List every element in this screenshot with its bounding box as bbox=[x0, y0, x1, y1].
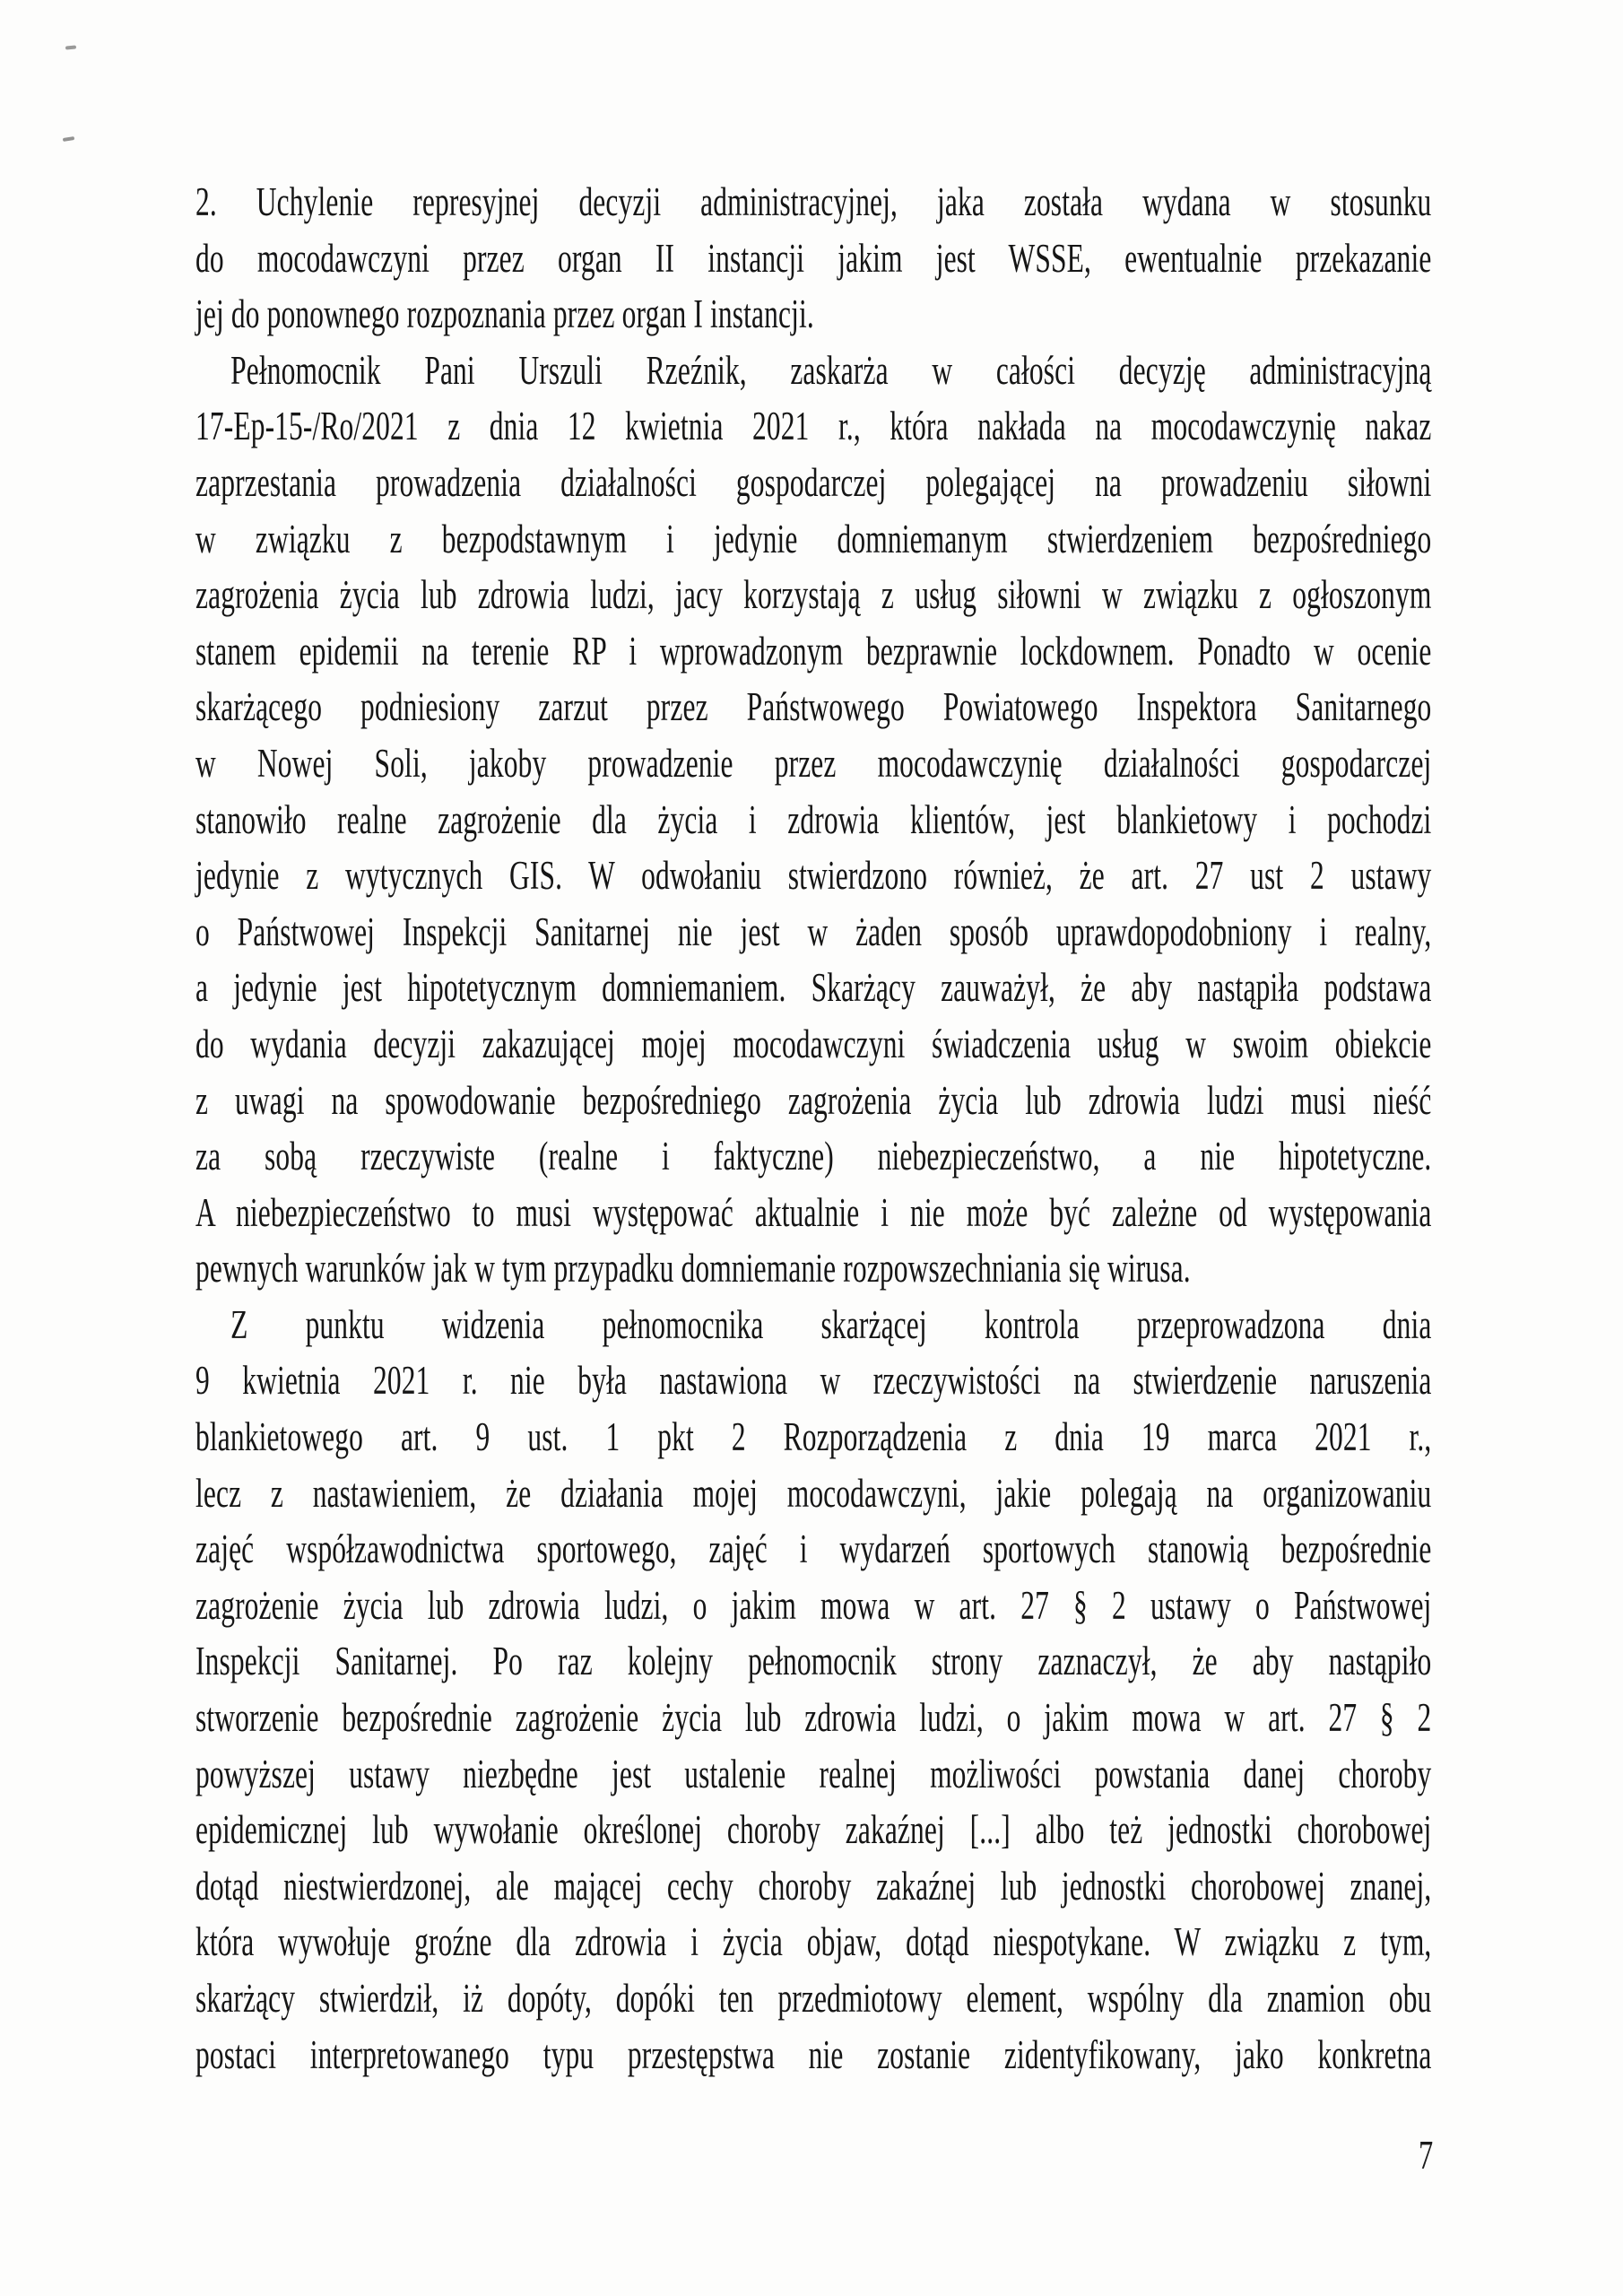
text-line: 9 kwietnia 2021 r. nie była nastawiona w rzeczywistości na stwierdzenie naruszenia bbox=[195, 1358, 1432, 1404]
text-line: dotąd niestwierdzonej, ale mającej cechy choroby zakaźnej lub jednostki chorobowej znanej, bbox=[195, 1863, 1432, 1909]
text-line: stanem epidemii na terenie RP i wprowadzonym bezprawnie lockdownem. Ponadto w ocenie bbox=[195, 628, 1432, 674]
text-line: zaprzestania prowadzenia działalności gospodarczej polegającej na prowadzeniu siłowni bbox=[195, 459, 1432, 505]
text-line: skarżącego podniesiony zarzut przez Państwowego Powiatowego Inspektora Sanitarnego bbox=[195, 684, 1432, 730]
text-line: postaci interpretowanego typu przestępstwa nie zostanie zidentyfikowany, jako konkretna bbox=[195, 2031, 1432, 2077]
text-line: zajęć współzawodnictwa sportowego, zajęć i wydarzeń sportowych stanowią bezpośrednie bbox=[195, 1526, 1432, 1572]
body-text bbox=[195, 174, 1431, 2083]
text-line: w Nowej Soli, jakoby prowadzenie przez mocodawczynię działalności gospodarczej bbox=[195, 740, 1432, 786]
text-line: stanowiło realne zagrożenie dla życia i zdrowia klientów, jest blankietowy i pochodzi bbox=[195, 796, 1432, 842]
text-line: o Państwowej Inspekcji Sanitarnej nie jest w żaden sposób uprawdopodobniony i realny, bbox=[195, 909, 1432, 954]
text-line: z uwagi na spowodowanie bezpośredniego zagrożenia życia lub zdrowia ludzi musi nieść bbox=[195, 1077, 1432, 1123]
text-line: w związku z bezpodstawnym i jedynie domniemanym stwierdzeniem bezpośredniego bbox=[195, 516, 1432, 561]
text-line: do mocodawczyni przez organ II instancji jakim jest WSSE, ewentualnie przekazanie bbox=[195, 235, 1432, 281]
text-line: 17-Ep-15-/Ro/2021 z dnia 12 kwietnia 2021 r., która nakłada na mocodawczynię nakaz bbox=[195, 404, 1432, 449]
paragraph-2 bbox=[195, 343, 1431, 1297]
text-line: Inspekcji Sanitarnej. Po raz kolejny pełnomocnik strony zaznaczył, że aby nastąpiło bbox=[195, 1639, 1432, 1684]
page-number: 7 bbox=[1419, 2133, 1434, 2178]
text-line: pewnych warunków jak w tym przypadku domniemanie rozpowszechniania się wirusa. bbox=[195, 1246, 1191, 1292]
text-line: a jedynie jest hipotetycznym domniemaniem. Skarżący zauważył, że aby nastąpiła podstawa bbox=[195, 965, 1432, 1011]
text-line: skarżący stwierdził, iż dopóty, dopóki ten przedmiotowy element, wspólny dla znamion obu bbox=[195, 1976, 1432, 2021]
text-line: zagrożenie życia lub zdrowia ludzi, o jakim mowa w art. 27 § 2 ustawy o Państwowej bbox=[195, 1582, 1432, 1628]
text-line: jedynie z wytycznych GIS. W odwołaniu stwierdzono również, że art. 27 ust 2 ustawy bbox=[195, 853, 1432, 899]
text-line: Z punktu widzenia pełnomocnika skarżącej kontrola przeprowadzona dnia bbox=[230, 1301, 1432, 1347]
text-line: 2. Uchylenie represyjnej decyzji administracyjnej, jaka została wydana w stosunku bbox=[195, 179, 1432, 224]
text-line: która wywołuje groźne dla zdrowia i życia objaw, dotąd niespotykane. W związku z tym, bbox=[195, 1919, 1432, 1965]
paragraph-1 bbox=[195, 174, 1431, 343]
scan-mark-top bbox=[65, 45, 76, 49]
text-line: za sobą rzeczywiste (realne i faktyczne) niebezpieczeństwo, a nie hipotetyczne. bbox=[195, 1134, 1432, 1179]
text-line: lecz z nastawieniem, że działania mojej mocodawczyni, jakie polegają na organizowaniu bbox=[195, 1470, 1432, 1516]
text-line: Pełnomocnik Pani Urszuli Rzeźnik, zaskarża w całości decyzję administracyjną bbox=[230, 347, 1432, 393]
scan-mark-left bbox=[63, 136, 74, 142]
text-line: powyższej ustawy niezbędne jest ustalenie realnej możliwości powstania danej choroby bbox=[195, 1751, 1432, 1796]
text-line: epidemicznej lub wywołanie określonej choroby zakaźnej [...] albo też jednostki chorobowej bbox=[195, 1807, 1432, 1853]
text-line: blankietowego art. 9 ust. 1 pkt 2 Rozporządzenia z dnia 19 marca 2021 r., bbox=[195, 1414, 1432, 1460]
text-line: A niebezpieczeństwo to musi występować aktualnie i nie może być zależne od występowania bbox=[195, 1189, 1432, 1235]
text-line: do wydania decyzji zakazującej mojej mocodawczyni świadczenia usług w swoim obiekcie bbox=[195, 1021, 1432, 1066]
text-line: zagrożenia życia lub zdrowia ludzi, jacy korzystają z usług siłowni w związku z ogłoszonym bbox=[195, 572, 1432, 618]
text-line: stworzenie bezpośrednie zagrożenie życia lub zdrowia ludzi, o jakim mowa w art. 27 § 2 bbox=[195, 1695, 1432, 1741]
text-line: jej do ponownego rozpoznania przez organ I instancji. bbox=[195, 291, 814, 337]
paragraph-3 bbox=[195, 1297, 1431, 2083]
